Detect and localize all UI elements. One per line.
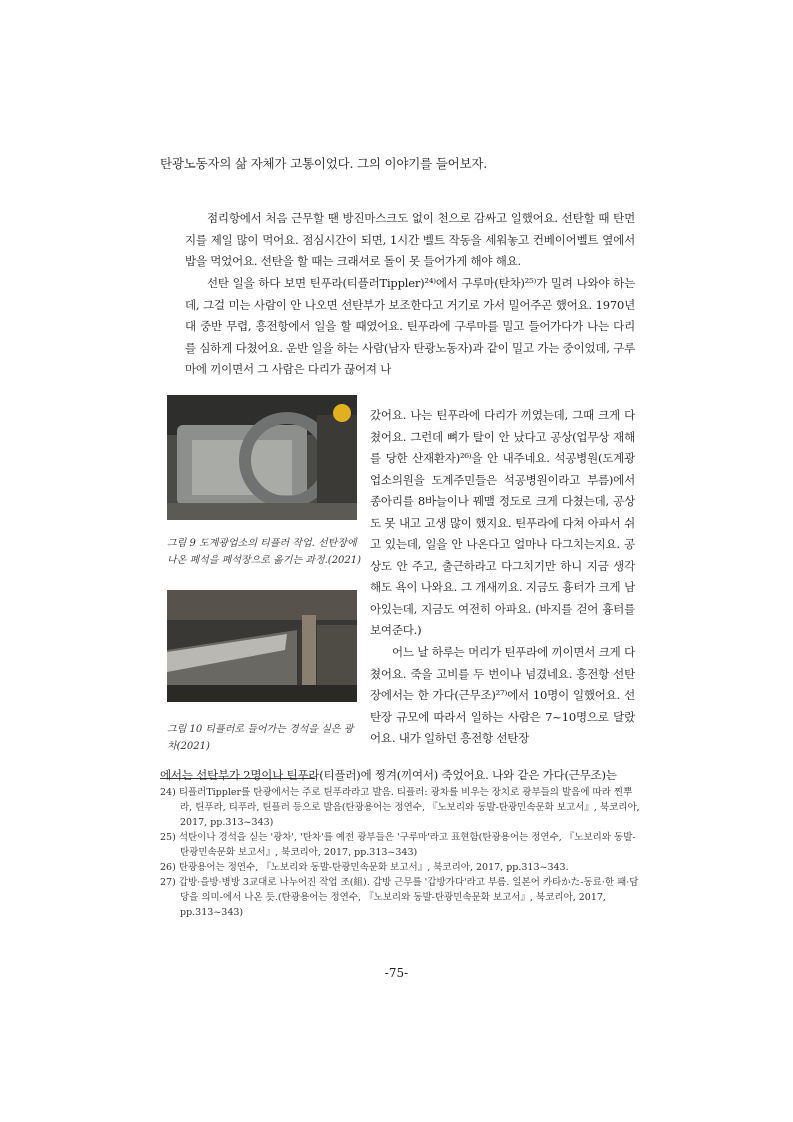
wrapped-paragraph-2: 어느 날 하루는 머리가 틴푸라에 끼이면서 크게 다쳤어요. 죽을 고비를 두 번이나 넘겼네요. 흥전항 선탄장에서는 한 가다(근무조)²⁷⁾에서 10명이 일했어요. 선탄장 규모에 따라서 일하는 사람은 7~10명으로 달랐어요. 내가 일하던 흥전항 선탄장 — [370, 645, 635, 745]
footnote-divider — [160, 778, 315, 779]
continuation-line: 에서는 선탄부가 2명이나 틴푸라(티플러)에 찡겨(끼여서) 죽었어요. 나와 같은 가다(근무조)는 — [160, 768, 617, 782]
quote-paragraph-1: 점리항에서 처음 근무할 땐 방진마스크도 없이 천으로 감싸고 일했어요. 선탄할 때 탄먼지를 제일 많이 먹어요. 점심시간이 되면, 1시간 벨트 작동을 세워놓고 컨베이어벨트 옆에서 밥을 먹었어요. 선탄을 할 때는 크래셔로 돌이 못 들어가게 해야 해요. — [185, 211, 635, 268]
page-number: -75- — [384, 966, 409, 980]
footnote-26: 26) 탄광용어는 정연수, 『노보리와 동발-탄광민속문화 보고서』, 북코리아, 2017, pp.313~343. — [160, 862, 569, 873]
footnotes — [160, 785, 640, 920]
wrapped-paragraph-1: 갔어요. 나는 틴푸라에 다리가 끼였는데, 그때 크게 다쳤어요. 그런데 뼈가 탈이 안 났다고 공상(업무상 재해를 당한 산재환자)²⁶⁾을 안 내주네요. 석공병원(도계광업소의원을 도계주민들은 석공병원이라고 부름)에서 종아리를 8바늘이나 꿰맬 정도로 크게 다쳤는데, 공상도 못 내고 고생 많이 했지요. 틴푸라에 다쳐 아파서 쉬고 있는데, 일을 안 나온다고 얼마나 다그치는지요. 공상도 안 주고, 출근하라고 다그치기만 하니 지금 생각해도 욕이 나와요. 그 개새끼요. 지금도 흉터가 크게 남아있는데, 지금도 여전히 아파요. (바지를 걷어 흉터를 보여준다.) — [370, 408, 635, 637]
footnote-27: 27) 갑방·을방·병방 3교대로 나누어진 작업 조(組). 갑방 근무를 '갑방가다'라고 부름. 일본어 카타かた-동료·한 패·담당을 의미-에서 나온 듯.(탄광용어는 정연수, 『노보리와 동발-탄광민속문화 보고서』, 북코리아, 2017, pp.313~343) — [160, 877, 639, 918]
footnote-25: 25) 석탄이나 경석을 싣는 '광차', '탄차'를 예전 광부들은 '구루마'라고 표현함(탄광용어는 정연수, 『노보리와 동발-탄광민속문화 보고서』, 북코리아, 2017, pp.313~343) — [160, 832, 636, 858]
figure-9-caption: 그림 9 도계광업소의 티플러 작업. 선탄장에 나온 폐석을 폐석장으로 옮기는 과정.(2021) — [167, 538, 362, 566]
figure-9-photo — [167, 395, 357, 520]
figure-10-photo — [167, 590, 357, 702]
footnote-24: 24) 티플러Tippler를 탄광에서는 주로 틴푸라라고 발음. 티플러: 광차를 비우는 장치로 광부들의 발음에 따라 찐뿌라, 틴푸라, 티푸라, 틴플러 등으로 발음(탄광용어는 정연수, 『노보리와 동발-탄광민속문화 보고서』, 북코리아, 2017, pp.313~343) — [160, 787, 640, 828]
quote-paragraph-2: 선탄 일을 하다 보면 틴푸라(티플러Tippler)²⁴⁾에서 구루마(탄차)²⁵⁾가 밀려 나와야 하는데, 그걸 미는 사람이 안 나오면 선탄부가 보조한다고 거기로 가서 밀어주곤 했어요. 1970년대 중반 무렵, 흥전항에서 일을 할 때였어요. 틴푸라에 구루마를 밀고 들어가다가 나는 다리를 심하게 다쳤어요. 운반 일을 하는 사람(남자 탄광노동자)과 같이 밀고 가는 중이었데, 구루마에 끼이면서 그 사람은 다리가 끊어져 나 — [185, 276, 635, 376]
figure-10-caption: 그림 10 티플러로 들어가는 경석을 실은 광차(2021) — [167, 724, 354, 752]
intro-paragraph: 탄광노동자의 삶 자체가 고통이었다. 그의 이야기를 들어보자. — [160, 156, 488, 171]
